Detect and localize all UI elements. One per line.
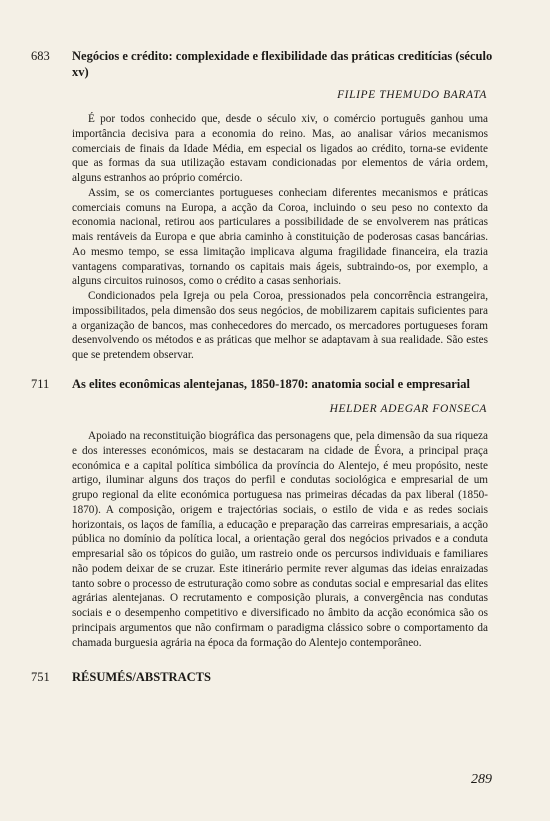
abstract-paragraph: Assim, se os comerciantes portugueses conheciam diferentes mecanismos e práticas comerciais comuns na Europa, a acção da Coroa, incluindo o seu peso no contexto da economia nacional, retirou aos particulares a possibilidade de se envolverem nas práticas mais rentáveis da Europa e que abria caminho à constituição de poderosas casas bancárias. Ao mesmo tempo, se essa limitação implicava alguma fragilidade financeira, ela trazia vantagens comparativas, tornando os capitais mais ágeis, subtraindo-os, por exemplo, a alguns circuitos ruinosos, como o crédito a casas senhoriais.	[72, 186, 488, 288]
article-title: Negócios e crédito: complexidade e flexibilidade das práticas creditícias (século xv)	[72, 49, 493, 79]
article-title: As elites econômicas alentejanas, 1850-1870: anatomia social e empresarial	[72, 377, 470, 391]
abstract-paragraph: É por todos conhecido que, desde o século xiv, o comércio português ganhou uma importância decisiva para a economia do reino. Mas, ao analisar vários mecanismos comerciais de finais da Idade Média, em especial os ligados ao crédito, torna-se evidente que as formas da sua utilização estavam condicionadas por elementos de vária ordem, alguns estranhos ao próprio comércio.	[72, 113, 488, 184]
page-number: 751	[31, 670, 50, 684]
article-author: FILIPE THEMUDO BARATA	[337, 89, 487, 101]
section-title: RÉSUMÉS/ABSTRACTS	[72, 670, 211, 684]
abstract-paragraph: Apoiado na reconstituição biográfica das personagens que, pela dimensão da sua riqueza e dos interesses económicos, mais se destacaram na cidade de Évora, a principal praça económica e a capital política simbólica da província do Alentejo, é meu propósito, neste artigo, iluminar alguns dos traços do perfil e condutas sociológica e empresarial de um grupo regional da elite económica portuguesa nas primeiras décadas da pax liberal (1850-1870). A composição, origem e trajectórias sociais, o estilo de vida e as redes sociais horizontais, os laços de família, a educação e preparação das carreiras empresariais, a acção pública no domínio da política local, a orientação geral dos negócios privados e a conduta empresarial são os tópicos do guião, um rastreio onde os percursos individuais e familiares não podem deixar de se cruzar. Este itinerário permite rever algumas das ideias enraizadas tanto sobre o processo de estruturação como sobre as condutas social e empresarial das elites agrárias alentejanas. O recrutamento e composição plurais, a convergência nas condutas sociais e o desempenho competitivo e diversificado no âmbito da acção económica são os principais argumentos que não confirmam o paradigma clássico sobre o comportamento da chamada burguesia agrária na época da formação do Alentejo contemporâneo.	[72, 430, 488, 649]
article-author: HELDER ADEGAR FONSECA	[329, 403, 487, 415]
page-number: 683	[31, 49, 50, 63]
abstract-text	[72, 429, 488, 650]
folio-number: 289	[471, 772, 492, 787]
abstract-paragraph: Condicionados pela Igreja ou pela Coroa, pressionados pela concorrência estrangeira, impossibilitados, pela dimensão dos seus negócios, de mobilizarem capitais suficientes para a organização de bancos, mas conhecedores do mercado, os mercadores portugueses foram desenvolvendo os métodos e as práticas que melhor se adaptavam à sua realidade. São estes que se pretendem observar.	[72, 290, 488, 361]
abstract-text	[72, 112, 488, 363]
page-number: 711	[31, 377, 50, 391]
